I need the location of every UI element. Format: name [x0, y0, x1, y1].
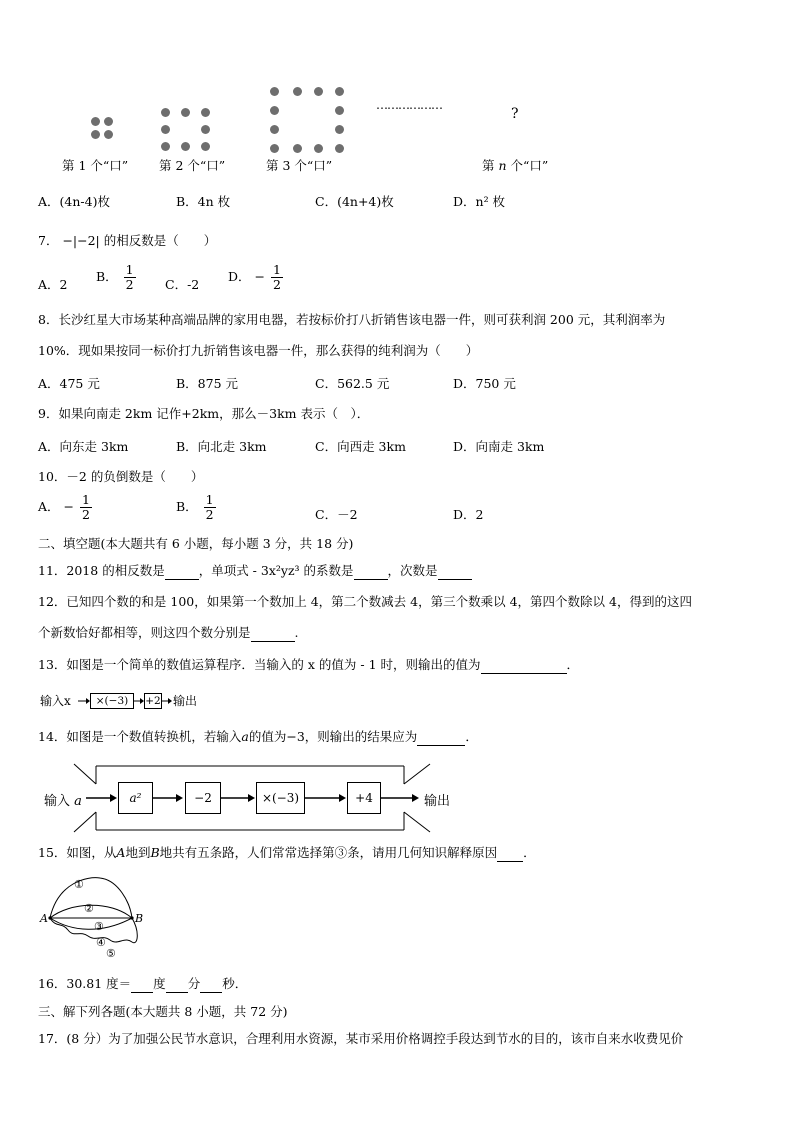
input-word: 输入 [44, 794, 71, 809]
dot [270, 106, 279, 115]
q6-option-a: A．(4n-4)枚 [38, 194, 110, 209]
route-label-3: ③ [94, 920, 104, 933]
q9-option-b: B．向北走 3km [176, 439, 267, 454]
q11-text-2: ，单项式 - 3x²yz³ 的系数是 [198, 563, 354, 578]
figure-label-2: 第 2 个“口” [159, 158, 226, 173]
fraction [204, 493, 216, 522]
answer-blank [251, 627, 295, 642]
answer-blank [200, 978, 222, 993]
route-label-1: ① [74, 878, 84, 891]
converter-box-subtract: −2 [185, 782, 221, 814]
dot [270, 87, 279, 96]
label-word: 第 [482, 158, 495, 173]
q11-stem [38, 562, 472, 580]
point-a-label: A [40, 912, 48, 925]
fraction [80, 493, 92, 522]
q11-text-1: 11．2018 的相反数是 [38, 563, 165, 578]
q8-option-c: C．562.5 元 [315, 376, 390, 391]
q9-option-a: A．向东走 3km [38, 439, 129, 454]
q8-option-a: A．475 元 [38, 376, 100, 391]
answer-blank [131, 978, 153, 993]
q8-stem-line2: 10%．现如果按同一标价打九折销售该电器一件，那么获得的纯利润为（ ） [38, 343, 479, 358]
answer-blank [354, 565, 388, 580]
q14-var: a [241, 729, 249, 744]
converter-output-label: 输出 [424, 794, 451, 809]
q13-text: 13．如图是一个简单的数值运算程序．当输入的 x 的值为 - 1 时，则输出的值为 [38, 657, 481, 672]
flow-box-add: +2 [145, 695, 161, 707]
dot [161, 142, 170, 151]
route-label-4: ④ [96, 936, 106, 949]
ellipsis: ……………… [376, 98, 442, 112]
q8-option-b: B．875 元 [176, 376, 239, 391]
point-a: A [116, 845, 126, 860]
q6-option-b: B．4n 枚 [176, 194, 231, 209]
q12-end: . [294, 625, 299, 640]
q7-number: 7． [38, 233, 59, 248]
denominator: 2 [125, 277, 134, 292]
section-2-heading: 二、填空题(本大题共有 6 小题，每小题 3 分，共 18 分) [38, 536, 354, 551]
converter-input-label [44, 790, 82, 809]
section-3-heading: 三、解下列各题(本大题共 8 小题，共 72 分) [38, 1004, 288, 1019]
dot [201, 142, 210, 151]
converter-box-multiply: ×(−3) [256, 782, 305, 814]
q16-second: 秒． [222, 976, 248, 991]
dot [91, 117, 100, 126]
dot [314, 87, 323, 96]
q13-end: ． [566, 657, 580, 672]
point-b: B [150, 845, 160, 860]
dot [293, 87, 302, 96]
q10-option-c: C．－2 [315, 507, 358, 522]
dot [181, 108, 190, 117]
answer-blank [166, 978, 188, 993]
q14-text-2: 的值为−3，则输出的结果应为 [248, 729, 418, 744]
q12-text: 个新数恰好都相等，则这四个数分别是 [38, 625, 251, 640]
option-letter: B． [96, 269, 118, 284]
q16-degree: 度 [153, 976, 166, 991]
q15-text-1: 15．如图，从 [38, 845, 117, 860]
dot [335, 106, 344, 115]
q10-option-b [176, 493, 218, 522]
denominator: 2 [205, 507, 214, 522]
dot [270, 125, 279, 134]
q15-end: ． [523, 845, 536, 860]
q9-option-c: C．向西走 3km [315, 439, 406, 454]
q7-text: 的相反数是（ ） [103, 233, 217, 248]
q17-stem: 17．(8 分）为了加强公民节水意识，合理利用水资源，某市采用价格调控手段达到节水的目的，该市自来水收费见价 [38, 1031, 684, 1046]
dot [91, 130, 100, 139]
route-label-5: ⑤ [106, 947, 116, 960]
converter-box-add: +4 [347, 782, 381, 814]
figure-label-3: 第 3 个“口” [266, 158, 333, 173]
q8-option-d: D．750 元 [453, 376, 516, 391]
input-var: a [74, 794, 82, 809]
q15-text-3: 地共有五条路，人们常常选择第③条，请用几何知识解释原因 [159, 845, 498, 860]
q9-option-d: D．向南走 3km [453, 439, 545, 454]
fraction [271, 263, 283, 292]
point-b-label: B [135, 912, 144, 925]
q10-option-a [38, 493, 94, 522]
figure-label-n [482, 156, 548, 174]
dot [335, 125, 344, 134]
q16-minute: 分 [187, 976, 201, 991]
q16-stem [38, 975, 247, 993]
numerator: 1 [81, 492, 90, 507]
q7-option-b [96, 263, 138, 292]
q9-stem: 9．如果向南走 2km 记作+2km，那么－3km 表示（ ）． [38, 406, 370, 421]
figure-label-1: 第 1 个“口” [62, 158, 129, 173]
q14-stem [38, 728, 478, 746]
minus-sign: − [63, 499, 74, 514]
q12-stem-line2 [38, 624, 299, 642]
q6-option-c: C．(4n+4)枚 [315, 194, 394, 209]
q6-option-d: D．n² 枚 [453, 194, 506, 209]
denominator: 2 [81, 507, 90, 522]
dot [181, 142, 190, 151]
figure-dots-pattern [58, 84, 558, 174]
q16-text-1: 16．30.81 度＝ [38, 976, 132, 991]
numerator: 1 [272, 262, 281, 277]
q8-stem-line1: 8．长沙红星大市场某种高端品牌的家用电器，若按标价打八折销售该电器一件，则可获利润 200 元，其利润率为 [38, 312, 666, 327]
q11-text-3: ，次数是 [387, 563, 438, 578]
q15-stem [38, 844, 536, 862]
option-letter: B． [176, 499, 198, 514]
q7-stem [38, 232, 216, 250]
question-mark: ? [511, 106, 519, 122]
q14-end: ． [465, 729, 478, 744]
minus-sign: − [254, 269, 265, 284]
q13-stem [38, 656, 579, 674]
label-var-n: n [498, 158, 507, 173]
label-word: 个“口” [510, 158, 549, 173]
flow-input-label: 输入x [40, 694, 71, 708]
dot [335, 87, 344, 96]
option-letter: D． [228, 269, 251, 284]
routes-figure [40, 872, 150, 962]
dot [104, 130, 113, 139]
q10-option-d: D．2 [453, 507, 484, 522]
answer-blank [165, 565, 199, 580]
dot [201, 125, 210, 134]
dot [335, 144, 344, 153]
q15-text-2: 地到 [125, 845, 151, 860]
answer-blank [497, 847, 523, 862]
dot [270, 144, 279, 153]
flow-box-multiply: ×(−3) [90, 693, 134, 709]
q7-expression: −|−2| [62, 233, 100, 248]
q7-option-d [228, 263, 285, 292]
answer-blank [438, 565, 472, 580]
q12-stem-line1: 12．已知四个数的和是 100，如果第一个数加上 4，第二个数减去 4，第三个数乘以 4，第四个数除以 4，得到的这四 [38, 594, 692, 609]
answer-blank [481, 659, 567, 674]
q7-option-c: C．-2 [165, 277, 200, 292]
q14-text-1: 14．如图是一个数值转换机，若输入 [38, 729, 242, 744]
denominator: 2 [272, 277, 281, 292]
q14-converter-diagram [40, 762, 480, 834]
flow-output-label: 输出 [173, 694, 198, 708]
q15-routes-diagram [40, 872, 150, 962]
answer-blank [417, 731, 465, 746]
fraction [124, 263, 136, 292]
converter-box-square: a² [118, 782, 153, 814]
dot [104, 117, 113, 126]
option-letter: A． [38, 499, 60, 514]
route-label-2: ② [84, 902, 94, 915]
dot [161, 108, 170, 117]
dot [161, 125, 170, 134]
numerator: 1 [205, 492, 214, 507]
dot [201, 108, 210, 117]
q13-flowchart [40, 690, 260, 712]
q7-option-a: A．2 [38, 277, 68, 292]
dot [293, 144, 302, 153]
numerator: 1 [125, 262, 134, 277]
dot [314, 144, 323, 153]
q10-stem: 10．－2 的负倒数是（ ） [38, 469, 204, 484]
